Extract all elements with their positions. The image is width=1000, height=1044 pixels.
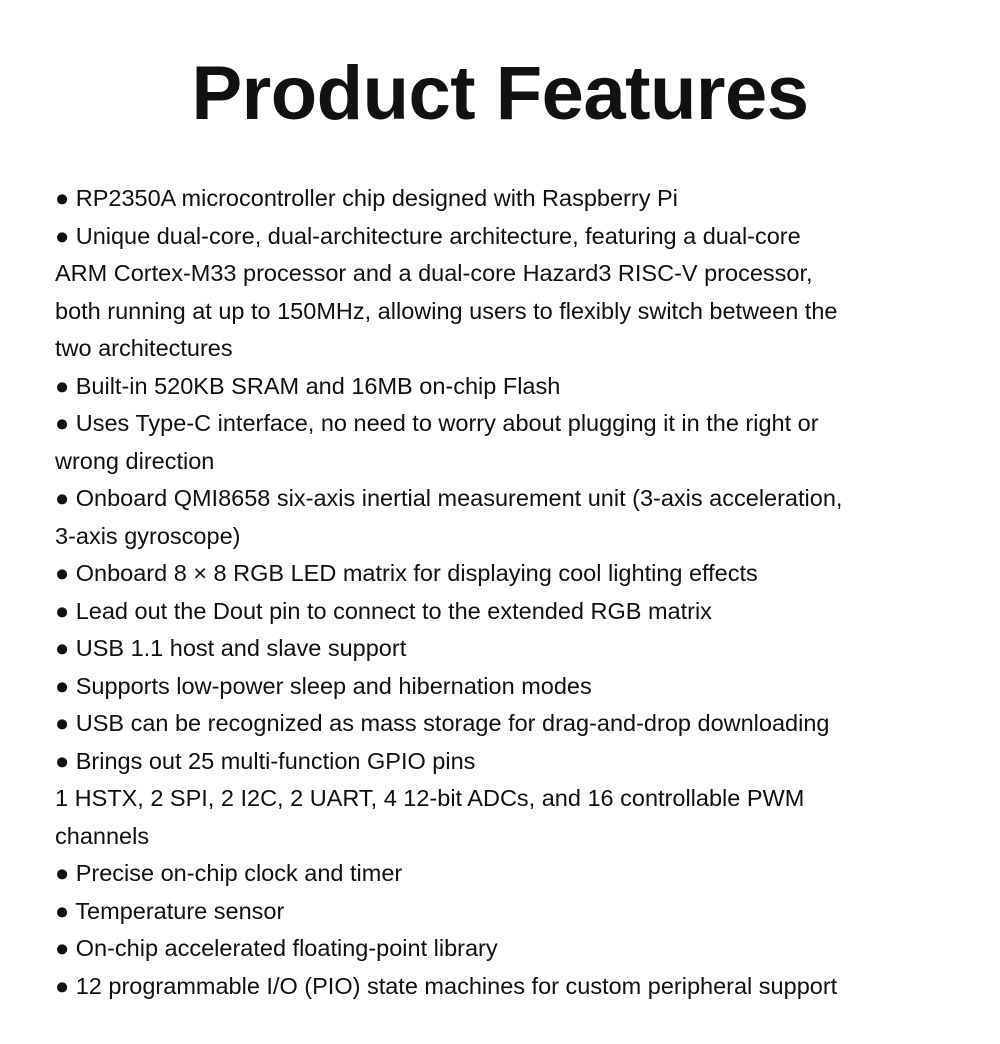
feature-item [55,930,955,968]
feature-line: ● Supports low-power sleep and hibernation modes [55,672,592,699]
feature-item [55,180,955,218]
feature-line: both running at up to 150MHz, allowing users to flexibly switch between the [55,297,838,324]
feature-line: ARM Cortex-M33 processor and a dual-core Hazard3 RISC-V processor, [55,260,813,286]
feature-line: wrong direction [55,447,215,474]
feature-line: ● Uses Type-C interface, no need to worry about plugging it in the right or [55,410,819,436]
feature-item [55,743,955,856]
feature-line: ● Precise on-chip clock and timer [55,860,403,886]
feature-line: ● Onboard QMI8658 six-axis inertial measurement unit (3-axis acceleration, [55,485,843,511]
feature-line: channels [55,822,150,849]
feature-line: ● Brings out 25 multi-function GPIO pins [55,747,476,774]
feature-item [55,630,955,668]
feature-list [55,180,955,1005]
feature-item [55,705,955,743]
feature-line: ● RP2350A microcontroller chip designed with Raspberry Pi [55,185,678,211]
feature-line: ● Built-in 520KB SRAM and 16MB on-chip Flash [55,372,561,399]
feature-item [55,593,955,631]
feature-line: ● Onboard 8 × 8 RGB LED matrix for displaying cool lighting effects [55,560,758,586]
feature-line: ● Temperature sensor [55,897,285,924]
feature-line: ● On-chip accelerated floating-point library [55,935,498,961]
feature-line: ● Unique dual-core, dual-architecture architecture, featuring a dual-core [55,222,801,249]
feature-item [55,480,955,555]
feature-line: two architectures [55,335,233,361]
feature-item [55,893,955,931]
feature-item [55,405,955,480]
feature-item [55,968,955,1006]
feature-line: ● 12 programmable I/O (PIO) state machines for custom peripheral support [55,972,838,999]
feature-item [55,668,955,706]
feature-line: ● USB 1.1 host and slave support [55,635,407,661]
page-title: Product Features [191,51,809,136]
feature-item [55,368,955,406]
feature-line: ● Lead out the Dout pin to connect to the extended RGB matrix [55,597,712,624]
feature-line: 3-axis gyroscope) [55,522,241,549]
feature-item [55,855,955,893]
feature-line: 1 HSTX, 2 SPI, 2 I2C, 2 UART, 4 12-bit ADCs, and 16 controllable PWM [55,785,805,811]
feature-line: ● USB can be recognized as mass storage for drag-and-drop downloading [55,710,830,736]
feature-item [55,218,955,368]
feature-item [55,555,955,593]
